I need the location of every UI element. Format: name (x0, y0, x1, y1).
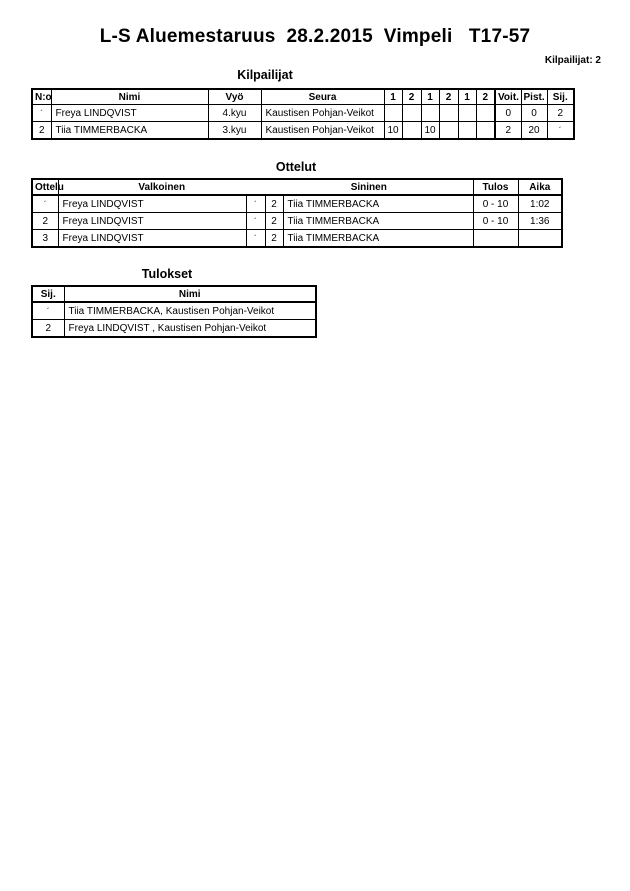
col-rank: Sij. (547, 89, 574, 105)
match-result (473, 230, 518, 248)
competitor-points: 20 (521, 122, 547, 140)
table-row (32, 302, 316, 320)
col-round: 2 (476, 89, 495, 105)
white-name: Freya LINDQVIST (58, 195, 246, 213)
matches-header-row (32, 179, 562, 195)
participants-count: Kilpailijat: 2 (544, 55, 601, 66)
competitor-rank: 2 (547, 105, 574, 122)
blue-no: 2 (265, 195, 283, 213)
results-heading: Tulokset (141, 267, 193, 281)
match-result: 0 - 10 (473, 195, 518, 213)
col-belt: Vyö (208, 89, 261, 105)
col-match: Ottelu (32, 179, 58, 195)
col-round: 1 (384, 89, 402, 105)
blue-no: 2 (265, 213, 283, 230)
competitor-wins: 2 (495, 122, 521, 140)
match-no: 2 (32, 213, 58, 230)
round-score (384, 105, 402, 122)
white-no: ´ (246, 213, 265, 230)
white-name: Freya LINDQVIST (58, 230, 246, 248)
results-table (31, 285, 317, 338)
col-wins: Voit. (495, 89, 521, 105)
result-name: Freya LINDQVIST , Kaustisen Pohjan-Veikot (64, 320, 316, 338)
col-round: 1 (421, 89, 439, 105)
result-name: Tiia TIMMERBACKA, Kaustisen Pohjan-Veikot (64, 302, 316, 320)
competitor-club: Kaustisen Pohjan-Veikot (261, 105, 384, 122)
col-rank: Sij. (32, 286, 64, 302)
results-header-row (32, 286, 316, 302)
round-score: 10 (421, 122, 439, 140)
blue-name: Tiia TIMMERBACKA (283, 213, 473, 230)
competitor-belt: 4.kyu (208, 105, 261, 122)
table-row (32, 105, 574, 122)
round-score (458, 105, 476, 122)
matches-table (31, 178, 563, 248)
white-no: ´ (246, 230, 265, 248)
col-name: Nimi (51, 89, 208, 105)
competitor-rank: ´ (547, 122, 574, 140)
match-no: ´ (32, 195, 58, 213)
table-row (32, 230, 562, 248)
col-round: 2 (439, 89, 458, 105)
round-score (402, 105, 421, 122)
col-round: 1 (458, 89, 476, 105)
match-time: 1:36 (518, 213, 562, 230)
table-row (32, 320, 316, 338)
white-name: Freya LINDQVIST (58, 213, 246, 230)
round-score (458, 122, 476, 140)
competitor-points: 0 (521, 105, 547, 122)
col-points: Pist. (521, 89, 547, 105)
col-round: 2 (402, 89, 421, 105)
match-result: 0 - 10 (473, 213, 518, 230)
competitor-name: Tiia TIMMERBACKA (51, 122, 208, 140)
competitors-header-row (32, 89, 574, 105)
round-score (402, 122, 421, 140)
col-result: Tulos (473, 179, 518, 195)
match-time: 1:02 (518, 195, 562, 213)
col-name: Nimi (64, 286, 316, 302)
blue-name: Tiia TIMMERBACKA (283, 230, 473, 248)
competitors-table (31, 88, 575, 140)
round-score (439, 122, 458, 140)
matches-heading: Ottelut (275, 160, 317, 174)
col-blue: Sininen (265, 179, 473, 195)
round-score: 10 (384, 122, 402, 140)
table-row (32, 122, 574, 140)
competitor-no: 2 (32, 122, 51, 140)
white-no: ´ (246, 195, 265, 213)
col-club: Seura (261, 89, 384, 105)
competitor-name: Freya LINDQVIST (51, 105, 208, 122)
col-white: Valkoinen (58, 179, 265, 195)
table-row (32, 213, 562, 230)
col-time: Aika (518, 179, 562, 195)
competitors-heading: Kilpailijat (237, 68, 293, 82)
competitor-no: ´ (32, 105, 51, 122)
table-row (32, 195, 562, 213)
match-time (518, 230, 562, 248)
round-score (421, 105, 439, 122)
page-title: L-S Aluemestaruus 28.2.2015 Vimpeli T17-57 (99, 26, 531, 47)
match-no: 3 (32, 230, 58, 248)
round-score (476, 122, 495, 140)
competitor-wins: 0 (495, 105, 521, 122)
blue-name: Tiia TIMMERBACKA (283, 195, 473, 213)
col-no: N:o (32, 89, 51, 105)
round-score (439, 105, 458, 122)
result-rank: ´ (32, 302, 64, 320)
competitor-club: Kaustisen Pohjan-Veikot (261, 122, 384, 140)
blue-no: 2 (265, 230, 283, 248)
round-score (476, 105, 495, 122)
result-rank: 2 (32, 320, 64, 338)
competitor-belt: 3.kyu (208, 122, 261, 140)
